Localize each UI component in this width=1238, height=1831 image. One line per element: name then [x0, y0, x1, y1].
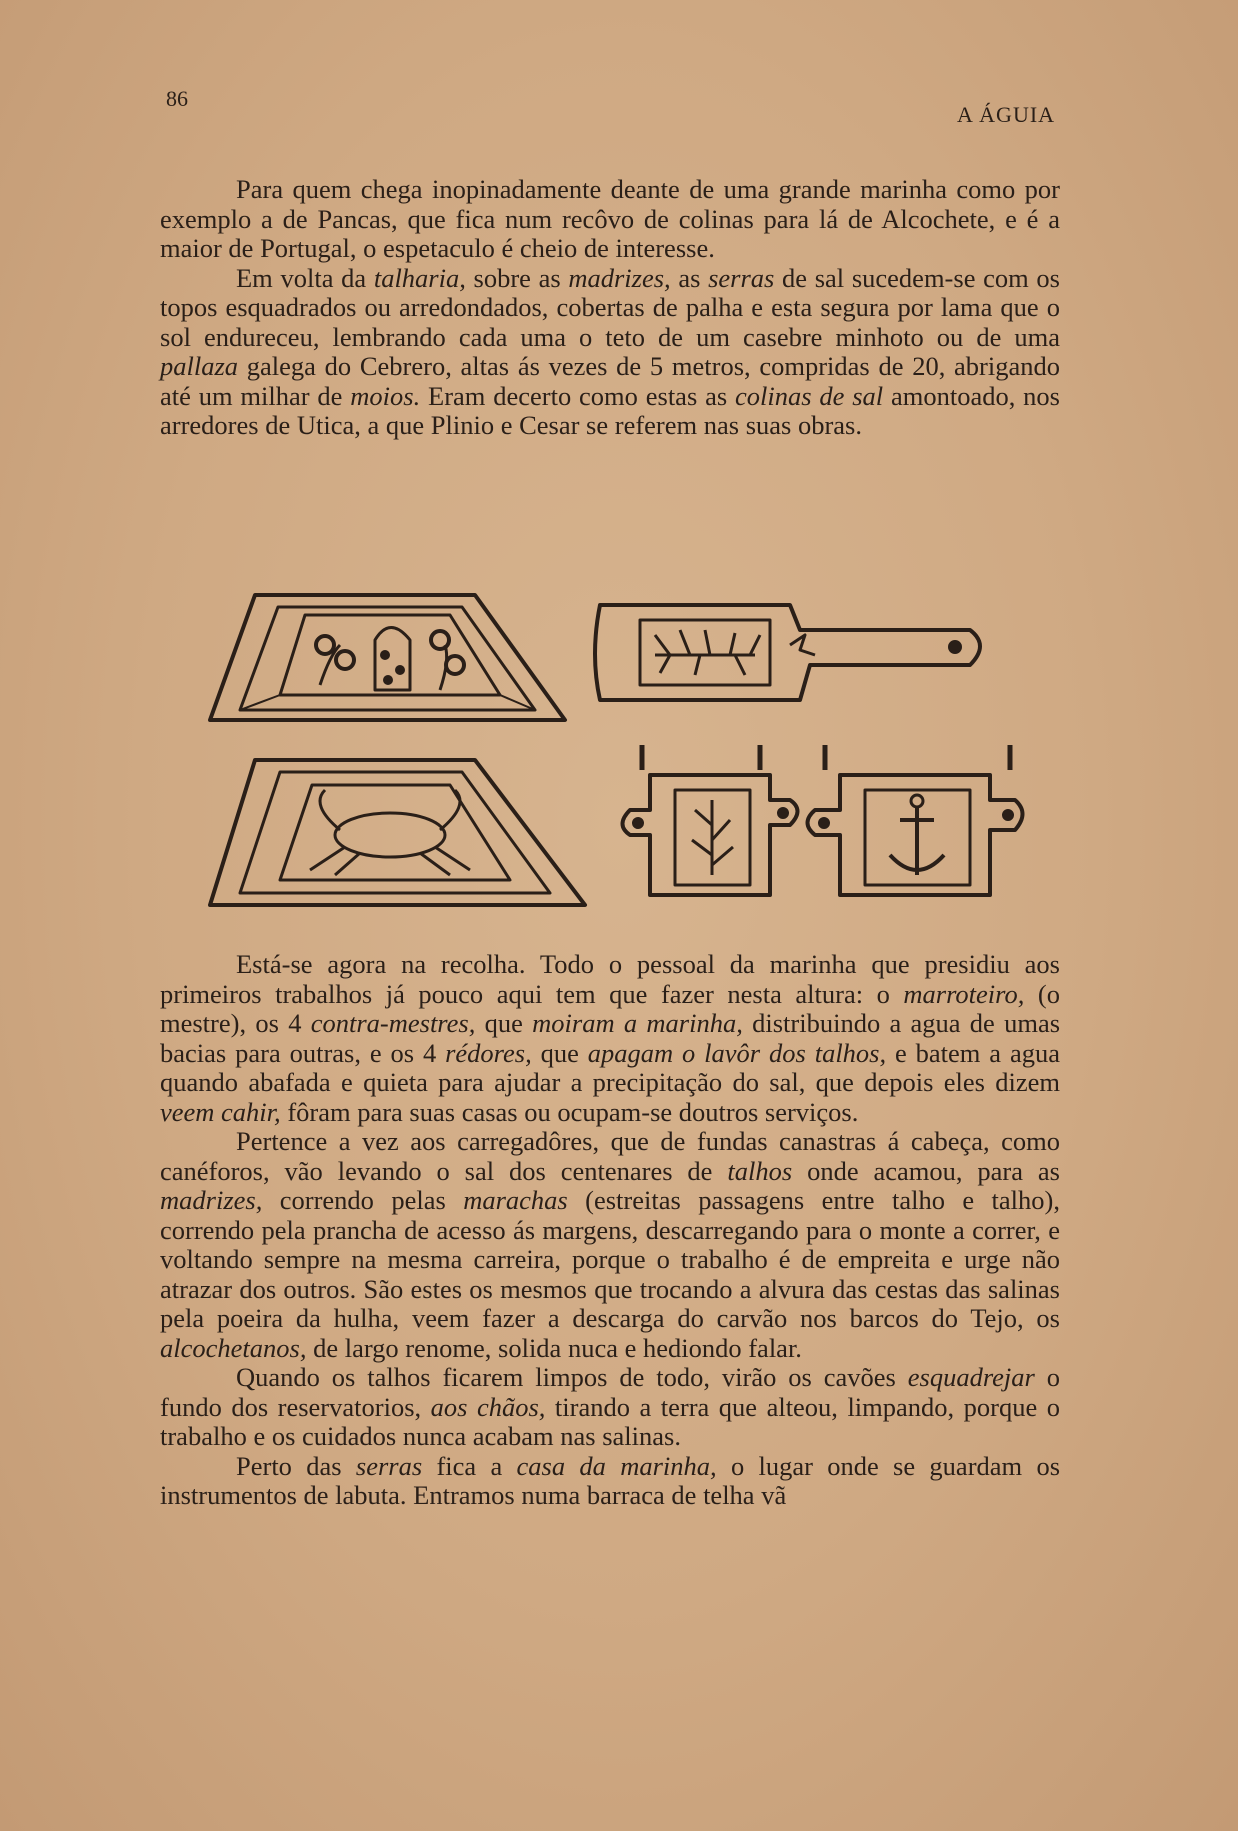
paragraph — [160, 1127, 1060, 1363]
italic-term: aos chãos, — [430, 1391, 546, 1422]
page-number: 86 — [166, 86, 188, 111]
text-run: Eram decerto como estas as — [420, 380, 735, 411]
text-run: Está-se agora na recolha. Todo o pessoal da marinha que presidiu aos primeiros trabalhos já pouco aqui tem que fazer nesta altura: o — [160, 949, 1060, 1009]
italic-term: moiram a marinha, — [532, 1008, 743, 1038]
salt-stamps-illustration — [200, 585, 1040, 915]
italic-term: casa da marinha, — [516, 1450, 717, 1481]
square-stamp-anchor — [808, 745, 1023, 895]
stamps-drawing — [200, 585, 1040, 915]
text-run: amontoado, nos arredores de Utica, a que Plinio e Cesar se referem nas suas obras. — [160, 380, 1060, 440]
paragraph — [160, 175, 1060, 264]
text-run: de largo renome, solida nuca e hediondo falar. — [306, 1332, 802, 1363]
text-run: distribuindo a agua de umas bacias para outras, e os 4 — [160, 1008, 1061, 1068]
italic-term: veem cahir, — [160, 1096, 281, 1127]
text-run: correndo pelas — [262, 1185, 464, 1215]
italic-term: pallaza — [160, 351, 239, 381]
italic-term: apagam o lavôr dos talhos, — [587, 1037, 887, 1068]
running-header: A ÁGUIA — [957, 102, 1056, 127]
text-run: que — [531, 1037, 588, 1068]
italic-term: rédores, — [445, 1037, 532, 1068]
italic-term: esquadrejar — [907, 1362, 1035, 1392]
italic-term: talharia, — [373, 262, 466, 293]
text-run: Perto das — [236, 1450, 356, 1481]
text-run: e batem a agua quando abafada e quieta para ajudar a precipitação do sal, que depois eles dizem — [160, 1037, 1060, 1097]
text-run: o fundo dos reservatorios, — [160, 1362, 1060, 1422]
text-run: galega do Cebrero, altas ás vezes de 5 metros, compridas de 20, abrigando até um milhar de — [160, 351, 1060, 411]
paragraph — [160, 264, 1060, 441]
text-run: tirando a terra que alteou, limpando, porque o trabalho e os cuidados nunca acabam nas salinas. — [160, 1391, 1061, 1451]
italic-term: alcochetanos, — [160, 1332, 307, 1363]
text-run: as — [670, 262, 709, 293]
text-run: Para quem chega inopinadamente deante de uma grande marinha como por exemplo a de Pancas, que fica num recôvo de colinas para lá de Alcochete, e é a maior de Portugal, o espetaculo é cheio de interesse. — [160, 174, 1060, 263]
text-run: de sal sucedem-se com os topos esquadrados ou arredondados, cobertas de palha e esta segura por lama que o sol endureceu, lembrando cada uma o teto de um casebre minhoto ou de uma — [160, 262, 1060, 352]
text-run: onde acamou, para as — [792, 1155, 1060, 1186]
text-run: Pertence a vez aos carregadôres, que de fundas canastras á cabeça, como canéforos, vão levando o sal dos centenares de — [160, 1126, 1060, 1186]
paragraph — [160, 1363, 1060, 1452]
paragraph — [160, 950, 1060, 1127]
italic-term: madrizes, — [160, 1185, 263, 1215]
paddle-stamp-branch — [595, 605, 980, 700]
text-run: fica a — [422, 1450, 517, 1481]
text-run: Quando os talhos ficarem limpos de todo, virão os cavões — [236, 1362, 908, 1392]
italic-term: serras — [355, 1450, 423, 1481]
text-block-top — [160, 175, 1060, 441]
trapezoid-stamp-crab — [210, 760, 585, 905]
italic-term: marroteiro, — [903, 978, 1025, 1009]
text-run: o lugar onde se guardam os instrumentos de labuta. Entramos numa barraca de telha vã — [160, 1450, 1061, 1510]
paragraph — [160, 1452, 1060, 1511]
text-run: (estreitas passagens entre talho e talho), correndo pela prancha de acesso ás margens, descarregando para o monte a correr, e voltando sempre na mesma carreira, porque o trabalho é de empreita e urge não atrazar dos outros. São estes os mesmos que trocando a alvura das cestas das salinas pela poeira da hulha, veem fazer a descarga do carvão nos barcos do Tejo, os — [160, 1185, 1060, 1333]
italic-term: serras — [708, 262, 775, 293]
italic-term: marachas — [463, 1185, 568, 1215]
italic-term: contra-mestres, — [310, 1008, 476, 1038]
text-run: Em volta da — [236, 262, 374, 293]
italic-term: madrizes, — [568, 262, 671, 293]
text-run: que — [475, 1008, 533, 1038]
text-run: sobre as — [465, 262, 569, 293]
trapezoid-stamp-flowers — [210, 595, 565, 720]
text-block-bottom — [160, 950, 1060, 1511]
text-run: fôram para suas casas ou ocupam-se doutros serviços. — [280, 1096, 859, 1127]
italic-term: talhos — [727, 1155, 793, 1186]
italic-term: moios. — [350, 380, 421, 411]
italic-term: colinas de sal — [735, 380, 884, 411]
text-run: (o mestre), os 4 — [160, 978, 1060, 1038]
square-stamp-olive — [623, 745, 798, 895]
